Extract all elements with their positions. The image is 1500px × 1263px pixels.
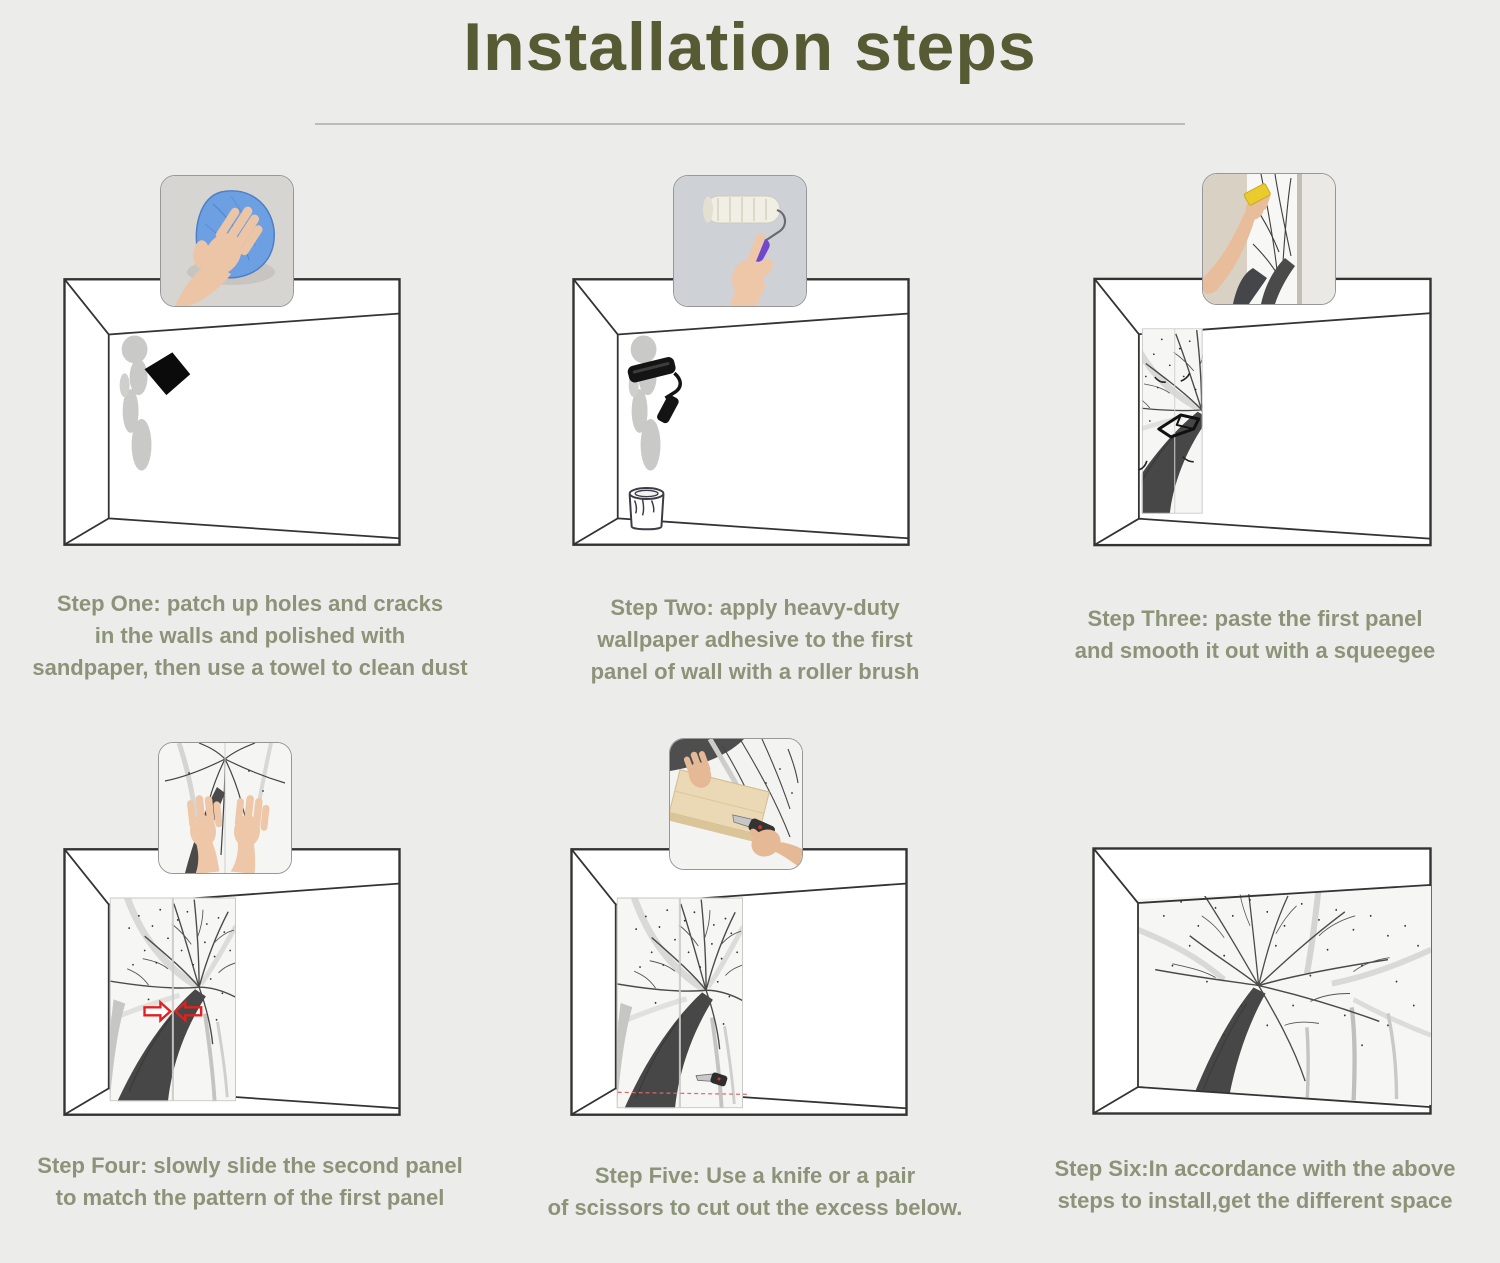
caption-line: sandpaper, then use a towel to clean dust [32,654,468,680]
squeegee-smoothing-photo-icon [1202,173,1336,305]
step-four-diagram [63,847,401,1117]
caption-line: of scissors to cut out the excess below. [547,1194,963,1220]
knife-cutting-photo-icon [669,738,803,870]
paint-roller-photo-icon [673,175,807,307]
caption-line: Step Four: slowly slide the second panel [37,1153,463,1178]
step-five-diagram [570,847,908,1117]
step-two-diagram [572,277,910,547]
caption-line: wallpaper adhesive to the first [597,626,913,652]
caption-line: in the walls and polished with [94,622,406,648]
caption-line: to match the pattern of the first panel [55,1184,445,1210]
caption-line: and smooth it out with a squeegee [1074,637,1436,663]
caption-line: Step Three: paste the first panel [1087,606,1423,631]
step-five-caption [505,1160,1005,1224]
caption-line: Step Six:In accordance with the above [1054,1156,1456,1181]
step-three-diagram [1093,277,1432,547]
caption-line: Step Five: Use a knife or a pair [594,1163,916,1188]
step-six-diagram [1092,847,1432,1115]
paint-bucket-icon [630,488,664,529]
page-title: Installation steps [463,9,1037,85]
finished-mural-wall [1138,886,1431,1105]
title-divider [315,123,1185,125]
step-three-caption [1010,603,1500,667]
caption-line: steps to install,get the different space [1057,1187,1453,1213]
caption-line: panel of wall with a roller brush [590,658,920,684]
step-one-diagram [63,277,401,547]
towel-wipe-photo-icon [160,175,294,307]
caption-line: Step One: patch up holes and cracks [56,591,444,616]
step-four-caption [0,1150,500,1214]
step-one-caption [0,588,500,684]
caption-line: Step Two: apply heavy-duty [610,595,900,620]
hands-matching-photo-icon [158,742,292,874]
step-two-caption [505,592,1005,688]
step-six-caption [1010,1153,1500,1217]
